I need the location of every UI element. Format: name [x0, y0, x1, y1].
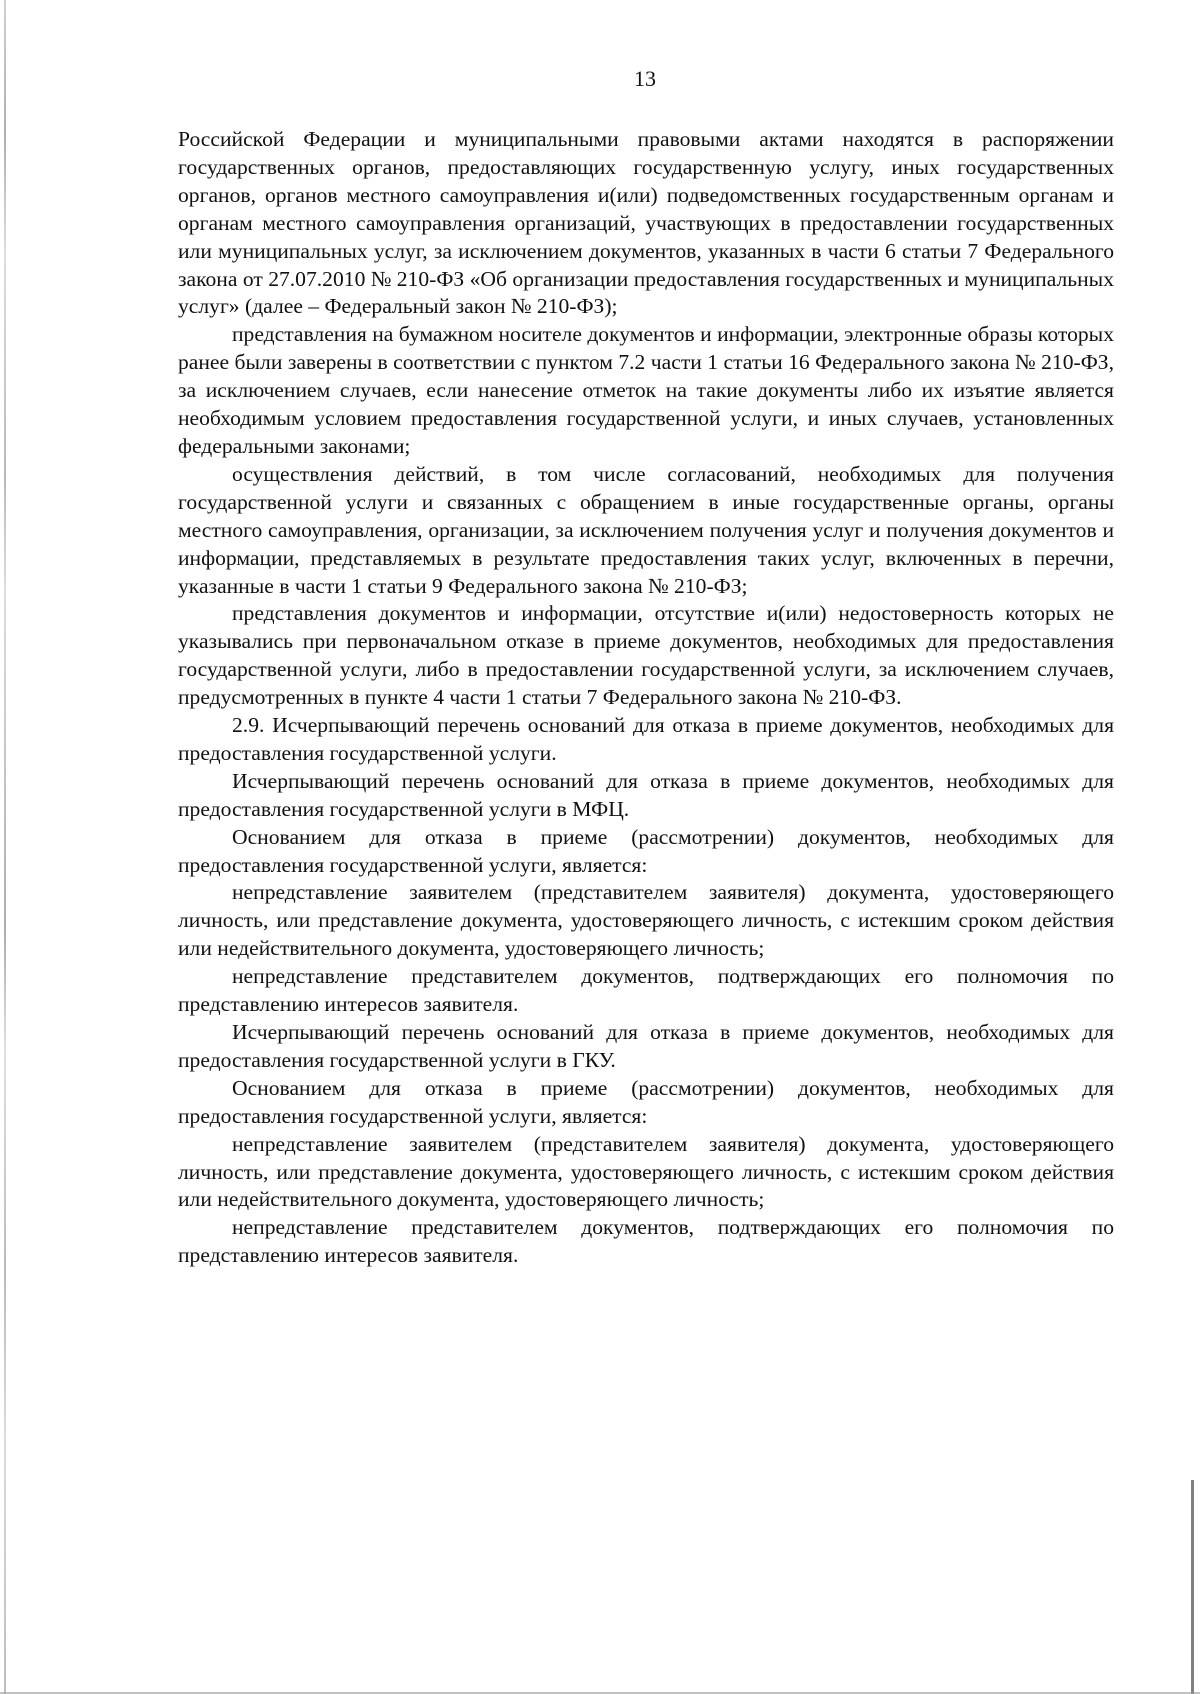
paragraph-13: непредставление представителем документов, подтверждающих его полномочия по представлению интересов заявителя.	[178, 1215, 1114, 1268]
scan-edge-right	[1191, 1480, 1194, 1694]
paragraph-8: непредставление заявителем (представителем заявителя) документа, удостоверяющего личность, или представление документа, удостоверяющего личность, с истекшим сроком действия или недействительного документа, удостоверяющего личность;	[178, 880, 1114, 961]
paragraph-9: непредставление представителем документов, подтверждающих его полномочия по представлению интересов заявителя.	[178, 964, 1114, 1017]
paragraph-3: осуществления действий, в том числе согласований, необходимых для получения государственной услуги и связанных с обращением в иные государственные органы, органы местного самоуправления, организации, за исключением получения услуг и получения документов и информации, представляемых в результате предоставления таких услуг, включенных в перечни, указанные в части 1 статьи 9 Федерального закона № 210-ФЗ;	[178, 461, 1114, 598]
paragraph-1: Российской Федерации и муниципальными правовыми актами находятся в распоряжении государственных органов, предоставляющих государственную услугу, иных государственных органов, органов местного самоуправления и(или) подведомственных государственным органам и органам местного самоуправления организаций, участвующих в предоставлении государственных или муниципальных услуг, за исключением документов, указанных в части 6 статьи 7 Федерального закона от 27.07.2010 № 210-ФЗ «Об организации предоставления государственных и муниципальных услуг» (далее – Федеральный закон № 210-ФЗ);	[178, 127, 1114, 319]
paragraph-5: 2.9. Исчерпывающий перечень оснований для отказа в приеме документов, необходимых для предоставления государственной услуги.	[178, 713, 1114, 765]
page-number: 13	[634, 66, 656, 91]
paragraph-7: Основанием для отказа в приеме (рассмотрении) документов, необходимых для предоставления государственной услуги, является:	[178, 824, 1114, 877]
document-body	[178, 126, 1114, 1270]
paragraph-11: Основанием для отказа в приеме (рассмотрении) документов, необходимых для предоставления государственной услуги, является:	[178, 1075, 1114, 1128]
paragraph-10: Исчерпывающий перечень оснований для отказа в приеме документов, необходимых для предоставления государственной услуги в ГКУ.	[178, 1020, 1114, 1072]
scan-edge-left	[4, 0, 6, 1694]
paragraph-2: представления на бумажном носителе документов и информации, электронные образы которых ранее были заверены в соответствии с пунктом 7.2 части 1 статьи 16 Федерального закона № 210-ФЗ, за исключением случаев, если нанесение отметок на такие документы либо их изъятие является необходимым условием предоставления государственной услуги, и иных случаев, установленных федеральными законами;	[178, 322, 1114, 458]
paragraph-6: Исчерпывающий перечень оснований для отказа в приеме документов, необходимых для предоставления государственной услуги в МФЦ.	[178, 768, 1114, 821]
paragraph-4: представления документов и информации, отсутствие и(или) недостоверность которых не указывались при первоначальном отказе в приеме документов, необходимых для предоставления государственной услуги, либо в предоставлении государственной услуги, за исключением случаев, предусмотренных в пункте 4 части 1 статьи 7 Федерального закона № 210-ФЗ.	[178, 601, 1114, 710]
paragraph-12: непредставление заявителем (представителем заявителя) документа, удостоверяющего личность, или представление документа, удостоверяющего личность, с истекшим сроком действия или недействительного документа, удостоверяющего личность;	[178, 1131, 1114, 1212]
